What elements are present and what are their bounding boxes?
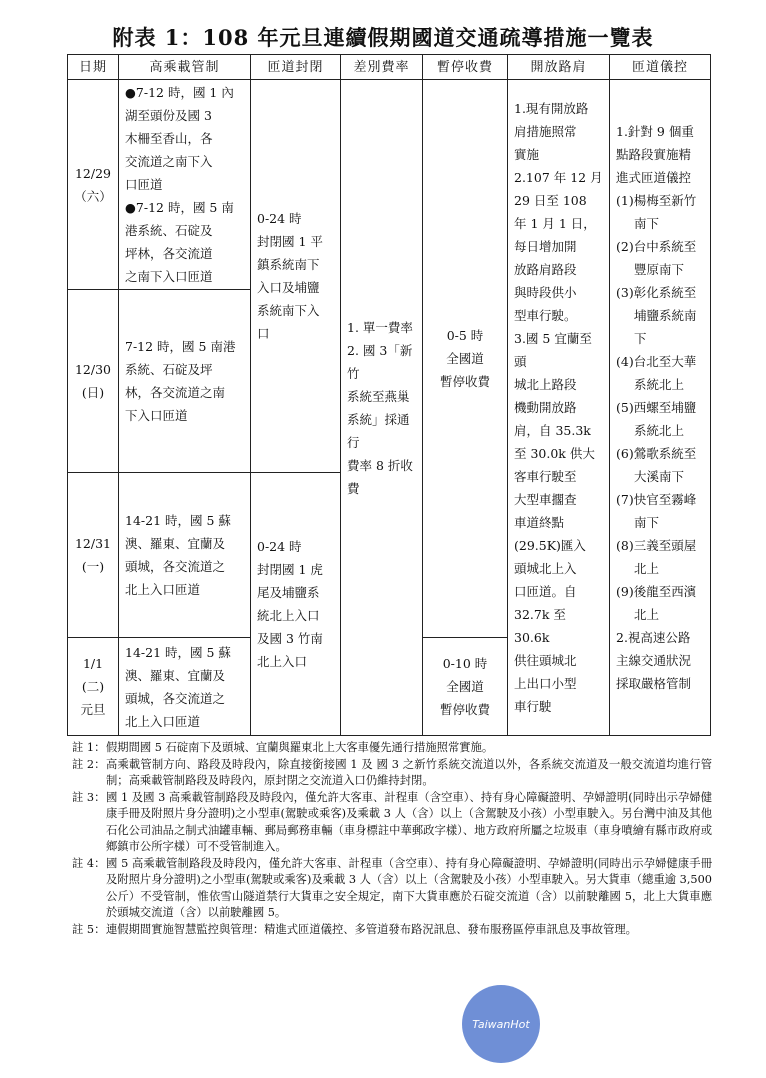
hov-cell: 7-12 時，國 5 南港 系統、石碇及坪 林，各交流道之南 下入口匝道 (119, 290, 251, 473)
col-header: 高乘載管制 (119, 55, 251, 80)
shoulder-cell: 1.現有開放路 肩措施照常 實施 2.107 年 12 月 29 日至 108 年 1 月 1 日， 每日增加開 放路肩路段 與時段供小 型車行駛。 3.國 5 宜蘭至頭 城北上路段 機動開放路 肩，自 35.3k 至 30.0k 供大 客車行駛至 大型車擱查 車道終點 (29.5K)匯入 頭城北上入 口匝道。自 32.7k 至 30.6k 供往頭城北 上出口小型 車行駛 (508, 80, 610, 736)
logo-text: TaiwanHot (472, 1017, 530, 1031)
ramp-closure-cell: 0-24 時 封閉國 1 平 鎮系統南下 入口及埔鹽 系統南下入 口 (251, 80, 341, 473)
col-header: 匝道封閉 (251, 55, 341, 80)
taiwanhot-logo (462, 985, 540, 1063)
table-row (68, 80, 711, 290)
date-cell: 12/29 （六） (68, 80, 119, 290)
table-header-row (68, 55, 711, 80)
date-cell: 1/1 (二) 元旦 (68, 638, 119, 736)
hov-cell: 14-21 時，國 5 蘇 澳、羅東、宜蘭及 頭城，各交流道之 北上入口匝道 (119, 638, 251, 736)
hov-cell: ●7-12 時，國 1 內 湖至頭份及國 3 木柵至香山，各 交流道之南下入 口匝道 ●7-12 時，國 5 南 港系統、石碇及 坪林，各交流道 之南下入口匝道 (119, 80, 251, 290)
col-header: 開放路肩 (508, 55, 610, 80)
metering-cell: 1.針對 9 個重 點路段實施精 進式匝道儀控 (1)楊梅至新竹 南下 (2)台中系統至 豐原南下 (3)彰化系統至 埔鹽系統南 下 (4)台北至大華 系統北上 (5)西螺至埔鹽 系統北上 (6)鶯歌系統至 大溪南下 (7)快官至霧峰 南下 (8)三義至頭屋 北上 (9)後龍至西濱 北上 2.視高速公路 主線交通狀況 採取嚴格管制 (610, 80, 711, 736)
footnotes (72, 740, 712, 938)
hov-cell: 14-21 時，國 5 蘇 澳、羅東、宜蘭及 頭城，各交流道之 北上入口匝道 (119, 473, 251, 638)
ramp-closure-cell: 0-24 時 封閉國 1 虎 尾及埔鹽系 統北上入口 及國 3 竹南 北上入口 (251, 473, 341, 736)
diff-rate-cell: 1. 單一費率 2. 國 3「新竹 系統至燕巢 系統」採通行 費率 8 折收 費 (341, 80, 423, 736)
date-cell: 12/31 (一) (68, 473, 119, 638)
col-header: 暫停收費 (423, 55, 508, 80)
toll-suspend-cell: 0-10 時 全國道 暫停收費 (423, 638, 508, 736)
footnote: 註 1： 假期間國 5 石碇南下及頭城、宜蘭與羅東北上大客車優先通行措施照常實施。 (72, 741, 494, 754)
footnote: 註 5： 連假期間實施智慧監控與管理：精進式匝道儀控、多管道發布路況訊息、發布服務區停車訊息及事故管理。 (72, 922, 637, 936)
page-title: 附表 1：108 年元旦連續假期國道交通疏導措施一覽表 (112, 25, 654, 50)
footnote: 註 3： 國 1 及國 3 高乘載管制路段及時段內，僅允許大客車、計程車（含空車）、持有身心障礙證明、孕婦證明(同時出示孕婦健康手冊及附照片身分證明)之小型車(駕駛或乘客)及乘載 3 人（含）以上（含駕駛及小孩）小型車駛入。另台灣中油及其他石化公司油品之制式油罐車輛、郵局郵務車輛（車身標註中華郵政字樣）、地方政府所屬之垃圾車（車身噴繪有縣市政府或鄉鎮市公所字樣）可不受管制進入。 (72, 790, 712, 853)
col-header: 匝道儀控 (610, 55, 711, 80)
footnote: 註 4： 國 5 高乘載管制路段及時段內，僅允許大客車、計程車（含空車）、持有身心障礙證明、孕婦證明(同時出示孕婦健康手冊及附照片身分證明)之小型車(駕駛或乘客)及乘載 3 人（含）以上（含駕駛及小孩）小型車駛入。另大貨車（總重逾 3,500 公斤）不受管制，惟依雪山隧道禁行大貨車之安全規定，南下大貨車應於石碇交流道（含）以前駛離國 5，北上大貨車應於頭城交流道（含）以前駛離國 5。 (72, 856, 712, 919)
col-header: 差別費率 (341, 55, 423, 80)
footnote: 註 2： 高乘載管制方向、路段及時段內，除直接銜接國 1 及 國 3 之新竹系統交流道以外，各系統交流道及一般交流道均進行管制；高乘載管制路段及時段內，原封閉之交流道入口仍維持封閉。 (72, 757, 712, 787)
traffic-measures-table (67, 54, 711, 736)
toll-suspend-cell: 0-5 時 全國道 暫停收費 (423, 80, 508, 638)
date-cell: 12/30 (日) (68, 290, 119, 473)
col-header: 日期 (68, 55, 119, 80)
